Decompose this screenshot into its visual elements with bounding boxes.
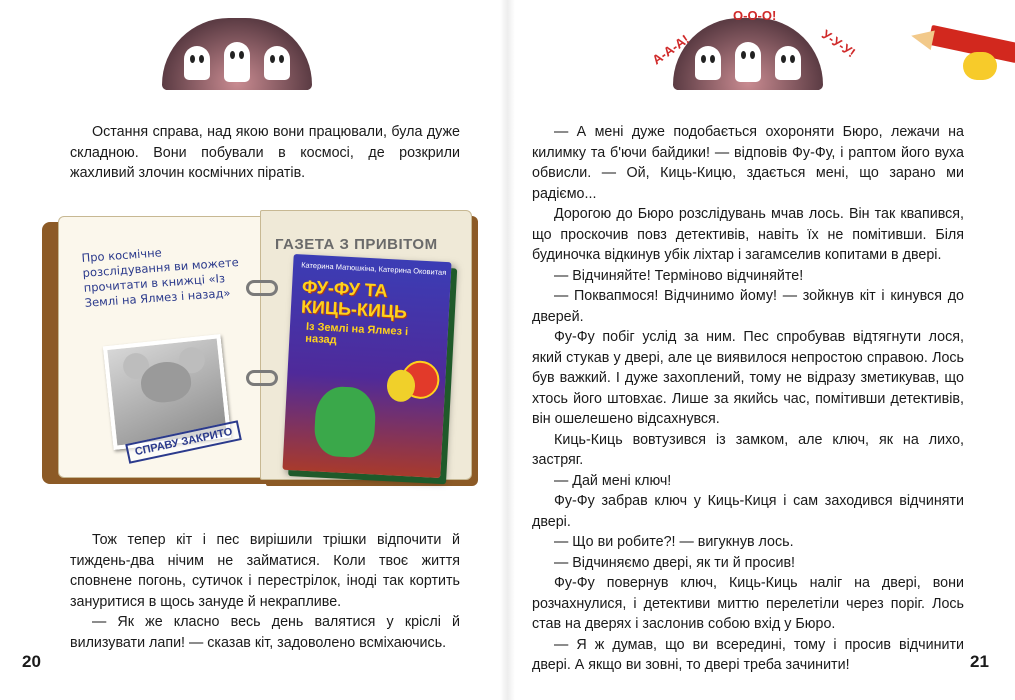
notebook-illustration — [38, 200, 478, 490]
shout-text: У-У-У! — [819, 26, 859, 61]
ghost-icon — [224, 42, 250, 82]
page-number: 21 — [970, 652, 989, 671]
book-gutter — [500, 0, 515, 700]
left-text-top — [70, 122, 460, 184]
paragraph: Фу-Фу побіг услід за ним. Пес спробував відтягнути лося, який стукав у двері, але це виявилося непростою справою. Лось був важкий. І дуже захоплений, тому не відразу зметикував, що хтось його штовхає. Лише за якийсь час, помітивши детективів, він ошелешено відсахнувся. — [532, 329, 964, 427]
paragraph: Остання справа, над якою вони працювали, була дуже складною. Вони побували в космосі, де розкрили жахливий злочин космічних піратів. — [70, 124, 460, 181]
book-title: ФУ-ФУ ТА КИЦЬ-КИЦЬ — [300, 276, 408, 323]
shout-text: А-А-А! — [649, 31, 692, 68]
red-pencil-icon — [905, 22, 1015, 62]
paragraph: — Поквапмося! Відчинимо йому! — зойкнув кіт і кинувся до дверей. — [532, 288, 964, 325]
left-page — [0, 0, 505, 700]
paragraph: — Відчиняйте! Терміново відчиняйте! — [554, 267, 804, 284]
newspaper-title: ГАЗЕТА З ПРИВІТОМ — [275, 236, 438, 253]
ring-icon — [246, 370, 278, 386]
ghost-icon — [184, 46, 210, 80]
ghost-icon — [775, 46, 801, 80]
pencil-tip — [909, 26, 935, 50]
paragraph: Киць-Киць вовтузився із замком, але ключ, як на лихо, застряг. — [532, 431, 964, 468]
left-text-bottom — [70, 530, 460, 653]
hand-icon — [963, 52, 997, 80]
shout-text: О-О-О! — [733, 8, 777, 23]
paragraph: Тож тепер кіт і пес вирішили трішки відпочити й тиждень-два нічим не займатися. Коли твоє життя сповнене погонь, сутичок і перестрілок, іноді так кортить зануритися в щось зануде й некрапливе. — [70, 532, 460, 610]
green-cat-icon — [313, 385, 377, 458]
ghosts-header-right — [673, 18, 823, 90]
paragraph: Дорогою до Бюро розслідувань мчав лось. Він так квапився, що проскочив повз детективів, навіть їх не помітивши. Біля будиночка відкинув убік ліхтар і загамселив копитами в двері. — [532, 206, 964, 263]
book-authors: Катерина Матюшкіна, Катерина Оковитая — [300, 260, 447, 278]
ghosts-header-left — [162, 18, 312, 90]
handwritten-note: Про космічне розслідування ви можете прочитати в книжці «Із Землі на Ялмез і назад» — [81, 245, 240, 310]
paragraph: Фу-Фу забрав ключ у Киць-Киця і сам заходився відчиняти двері. — [532, 493, 964, 530]
ghost-icon — [735, 42, 761, 82]
ghost-icon — [695, 46, 721, 80]
case-closed-stamp: СПРАВУ ЗАКРИТО — [125, 420, 242, 464]
paragraph: — Як же класно весь день валятися у кріслі й вилизувати лапи! — сказав кіт, задоволено всміхаючись. — [70, 614, 460, 651]
paragraph: — Я ж думав, що ви всередині, тому і просив відчинити двері. А якщо ви зовні, то двері треба зачинити! — [532, 636, 964, 673]
book-subtitle: Із Землі на Ялмез і назад — [305, 320, 409, 347]
paragraph: — Дай мені ключ! — [554, 472, 672, 489]
paragraph: — Що ви робите?! — вигукнув лось. — [554, 534, 794, 550]
page-number: 20 — [22, 652, 41, 671]
paragraph: — Відчиняємо двері, як ти й просив! — [554, 554, 796, 571]
right-text — [532, 122, 964, 676]
book-cover — [282, 254, 451, 478]
ghost-icon — [264, 46, 290, 80]
paragraph: Фу-Фу повернув ключ, Киць-Киць наліг на двері, вони розчахнулися, і детективи миттю перелетіли через поріг. Лось став на дверях і заслонив собою вхід у Бюро. — [532, 575, 964, 632]
yellow-bird-icon — [386, 369, 416, 402]
paragraph: — А мені дуже подобається охороняти Бюро, лежачи на килимку та б'ючи байдики! — відповів Фу-Фу, і раптом його вуха обвисли. — Ой, Киць-Кицю, здається мені, що зарано ми радіємо... — [532, 124, 964, 202]
